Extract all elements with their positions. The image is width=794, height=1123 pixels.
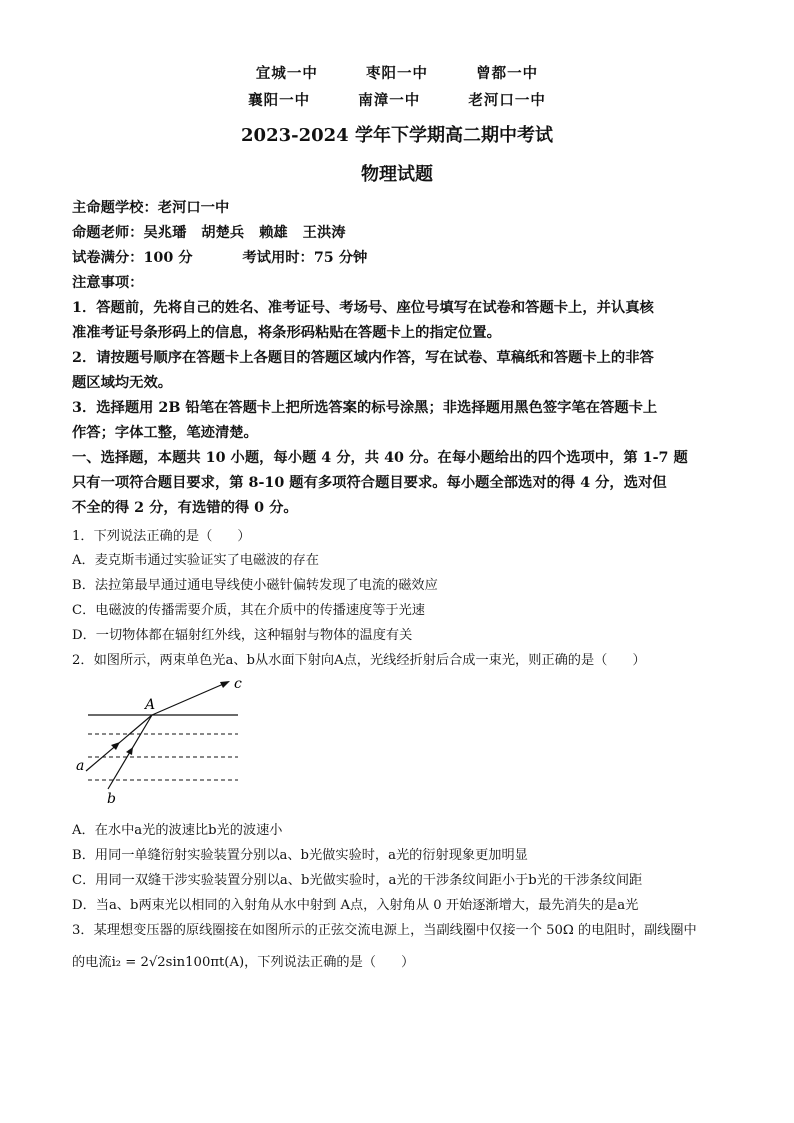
exam-title: 2023-2024 学年下学期高二期中考试 — [241, 125, 553, 146]
ray-c — [152, 682, 228, 715]
question-2-option-c: C．用同一双缝干涉实验装置分别以a、b光做实验时，a光的干涉条纹间距小于b光的干涉条纹间距 — [72, 873, 643, 888]
question-1-option-a: A．麦克斯韦通过实验证实了电磁波的存在 — [72, 553, 319, 568]
notice-line: 1．答题前，先将自己的姓名、准考证号、考场号、座位号填写在试卷和答题卡上，并认真核 — [72, 300, 654, 316]
label-ray-a: a — [76, 758, 85, 774]
question-1-option-c: C．电磁波的传播需要介质，其在介质中的传播速度等于光速 — [72, 603, 425, 618]
schools-line-1: 宜城一中 枣阳一中 曾都一中 — [255, 65, 539, 82]
question-3-stem-suffix: ，下列说法正确的是（ ） — [244, 955, 415, 970]
question-2-option-a: A．在水中a光的波速比b光的波速小 — [72, 823, 283, 838]
question-2-option-d: D．当a、b两束光以相同的入射角从水中射到 A点，入射角从 0 开始逐渐增大，最先消失的是a光 — [72, 898, 639, 913]
lead-school: 主命题学校：老河口一中 — [72, 200, 230, 216]
current-formula: i₂ = 2√2sin100πt(A) — [111, 955, 245, 970]
score-and-time: 试卷满分：100 分 考试用时：75 分钟 — [72, 250, 368, 266]
question-2-stem: 2．如图所示，两束单色光a、b从水面下射向A点，光线经折射后合成一束光，则正确的是（ ） — [72, 653, 646, 668]
question-3-stem-line-2 — [72, 951, 726, 970]
section-instructions: 一、选择题，本题共 10 小题，每小题 4 分，共 40 分。在每小题给出的四个选项中，第 1-7 题 — [72, 450, 688, 466]
label-ray-b: b — [107, 791, 116, 807]
notice-line: 作答；字体工整，笔迹清楚。 — [72, 425, 258, 441]
question-1-stem: 1．下列说法正确的是（ ） — [72, 529, 251, 544]
refraction-diagram — [70, 668, 260, 808]
arrowhead-c — [220, 681, 230, 688]
question-3-stem-prefix: 的电流 — [72, 955, 112, 970]
label-ray-c: c — [234, 676, 242, 692]
section-instructions: 只有一项符合题目要求，第 8-10 题有多项符合题目要求。每小题全部选对的得 4 分，选对但 — [72, 475, 667, 491]
question-3-stem: 3．某理想变压器的原线圈接在如图所示的正弦交流电源上，当副线圈中仅接一个 50Ω 的电阻时，副线圈中 — [72, 923, 697, 938]
teachers: 命题老师：吴兆璠 胡楚兵 赖雄 王洪涛 — [72, 225, 346, 241]
question-1-option-d: D．一切物体都在辐射红外线，这种辐射与物体的温度有关 — [72, 628, 413, 643]
section-instructions: 不全的得 2 分，有选错的得 0 分。 — [72, 500, 298, 516]
question-1-option-b: B．法拉第最早通过通电导线使小磁针偏转发现了电流的磁效应 — [72, 578, 438, 593]
question-2-option-b: B．用同一单缝衍射实验装置分别以a、b光做实验时，a光的衍射现象更加明显 — [72, 848, 528, 863]
notice-title: 注意事项： — [72, 275, 144, 291]
notice-line: 题区域均无效。 — [72, 375, 173, 391]
notice-line: 准准考证号条形码上的信息，将条形码粘贴在答题卡上的指定位置。 — [72, 325, 501, 341]
notice-line: 3．选择题用 2B 铅笔在答题卡上把所选答案的标号涂黑；非选择题用黑色签字笔在答题卡上 — [72, 400, 658, 416]
label-point-a: A — [145, 697, 156, 713]
subject-title: 物理试题 — [361, 164, 433, 185]
notice-line: 2．请按题号顺序在答题卡上各题目的答题区域内作答，写在试卷、草稿纸和答题卡上的非答 — [72, 350, 654, 366]
schools-line-2: 襄阳一中 南漳一中 老河口一中 — [248, 92, 546, 109]
